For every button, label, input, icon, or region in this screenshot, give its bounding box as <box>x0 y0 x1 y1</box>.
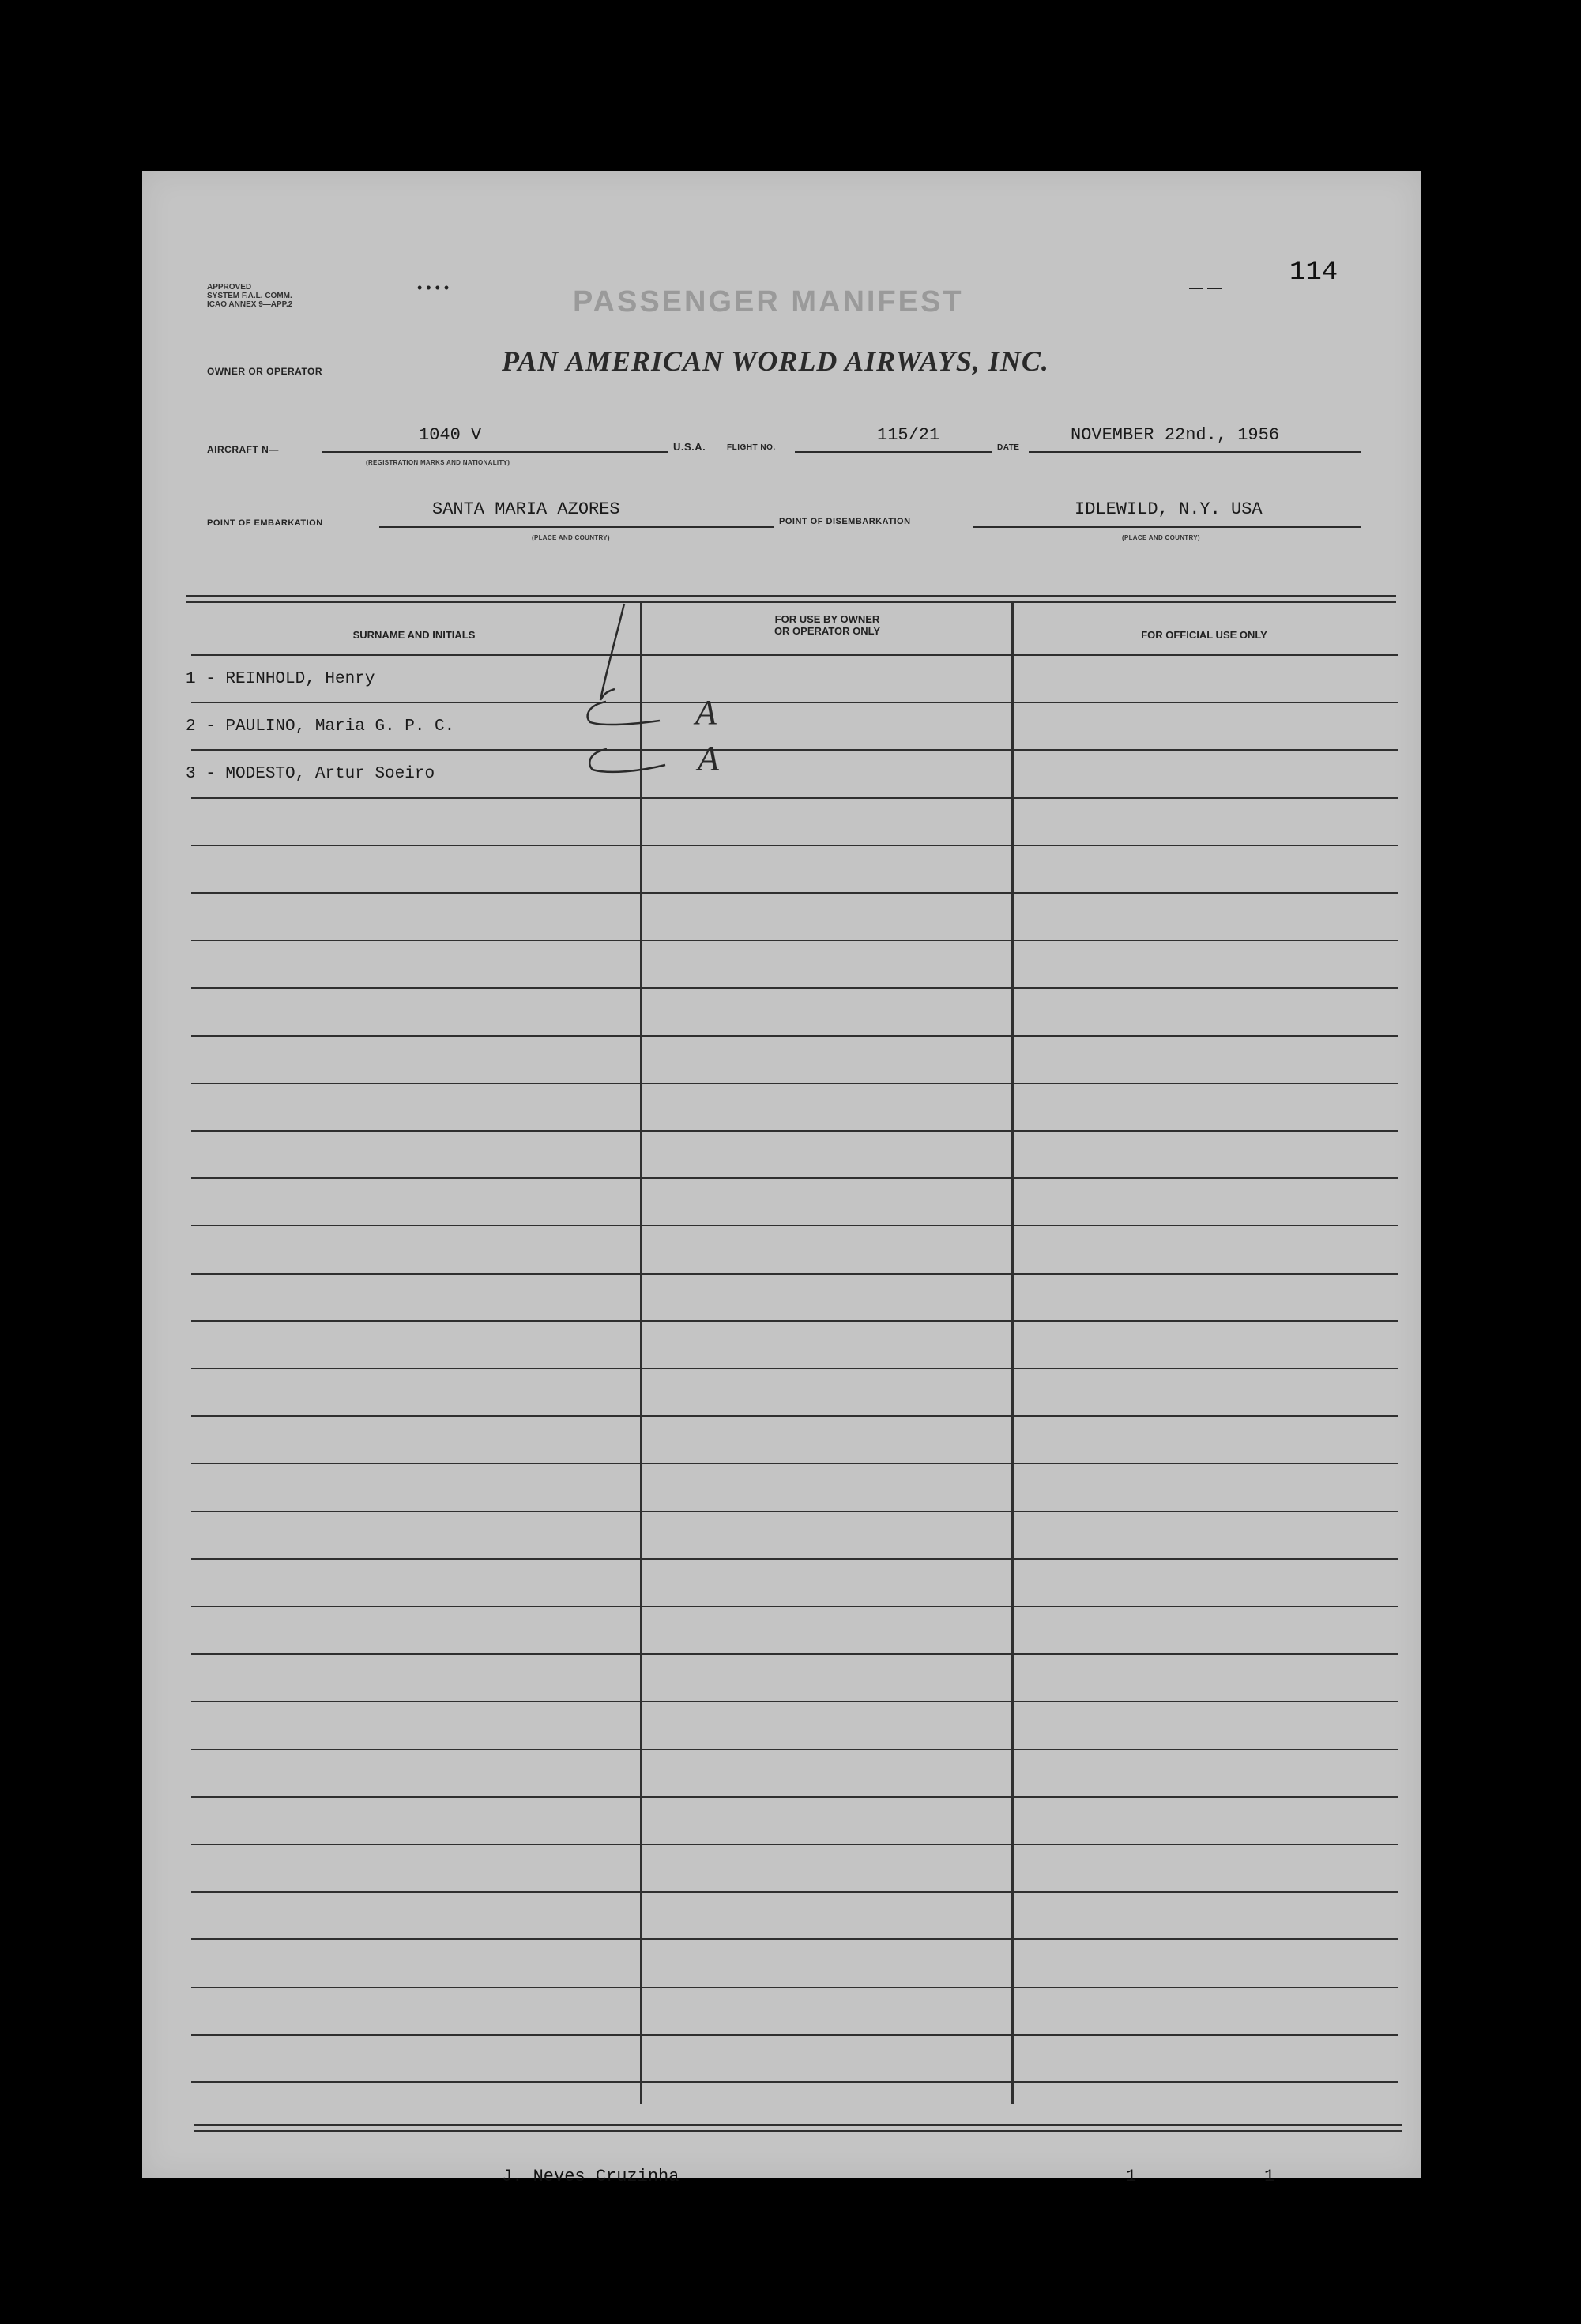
table-row-line <box>191 1225 1398 1226</box>
date-value: NOVEMBER 22nd., 1956 <box>1071 425 1280 445</box>
table-row-line <box>191 1177 1398 1179</box>
table-row-line <box>191 940 1398 941</box>
table-row-line <box>191 1891 1398 1893</box>
table-row-line <box>191 1653 1398 1655</box>
table-row-line <box>191 1035 1398 1037</box>
col-header-surname: SURNAME AND INITIALS <box>352 629 476 641</box>
table-row-line <box>191 1844 1398 1845</box>
table-row-line <box>191 1606 1398 1607</box>
handwritten-mark: A <box>698 739 719 778</box>
date-label: DATE <box>997 443 1020 452</box>
footer-name: J. Neves Cruzinha <box>502 2167 679 2187</box>
column-divider <box>1011 602 1014 2104</box>
approval-line: ICAO ANNEX 9—APP.2 <box>207 300 293 309</box>
table-row-line <box>191 1558 1398 1560</box>
table-row-line <box>191 702 1398 703</box>
table-row-line <box>191 654 1398 656</box>
stray-dots: — — <box>1189 280 1222 296</box>
stray-dots: • • • • <box>417 280 450 296</box>
table-row-line <box>191 845 1398 846</box>
col-header-line: FOR USE BY OWNER <box>774 613 880 625</box>
table-row-line <box>191 1320 1398 1322</box>
disembarkation-sublabel: (PLACE AND COUNTRY) <box>1122 534 1200 541</box>
table-row-line <box>191 1987 1398 1988</box>
table-row-line <box>191 1701 1398 1702</box>
manifest-sheet <box>142 171 1421 2187</box>
column-divider <box>640 602 642 2104</box>
passenger-entry: 2 - PAULINO, Maria G. P. C. <box>186 718 455 736</box>
table-row-line <box>191 1415 1398 1417</box>
passenger-entry: 3 - MODESTO, Artur Soeiro <box>186 765 435 783</box>
embarkation-sublabel: (PLACE AND COUNTRY) <box>532 534 610 541</box>
embarkation-label: POINT OF EMBARKATION <box>207 518 323 528</box>
aircraft-value: 1040 V <box>419 425 482 445</box>
table-row-line <box>191 797 1398 799</box>
disembarkation-label: POINT OF DISEMBARKATION <box>779 517 911 526</box>
aircraft-sublabel: (REGISTRATION MARKS AND NATIONALITY) <box>366 459 510 466</box>
col-header-official-use: FOR OFFICIAL USE ONLY <box>1141 629 1267 641</box>
handwritten-mark: A <box>695 693 717 732</box>
table-row-line <box>191 1511 1398 1512</box>
embarkation-value: SANTA MARIA AZORES <box>432 499 620 519</box>
table-row-line <box>191 2081 1398 2083</box>
flight-label: FLIGHT NO. <box>727 443 776 452</box>
footer-count: 1 <box>1264 2167 1275 2187</box>
table-row-line <box>191 1368 1398 1369</box>
flight-value: 115/21 <box>877 425 940 445</box>
page-number: 114 <box>1289 258 1338 288</box>
aircraft-label: AIRCRAFT N— <box>207 444 279 455</box>
check-mark-icon <box>573 692 668 732</box>
disembarkation-value: IDLEWILD, N.Y. USA <box>1075 499 1263 519</box>
operator-name: PAN AMERICAN WORLD AIRWAYS, INC. <box>502 345 1049 377</box>
approval-line: APPROVED <box>207 283 252 292</box>
table-row-line <box>191 1273 1398 1275</box>
passenger-entry: 1 - REINHOLD, Henry <box>186 670 375 688</box>
table-row-line <box>191 987 1398 989</box>
table-row-line <box>191 2034 1398 2036</box>
table-row-line <box>191 1749 1398 1750</box>
footer-count: 1 <box>1126 2167 1137 2187</box>
nationality: U.S.A. <box>673 441 706 453</box>
check-mark-icon <box>577 741 672 781</box>
approval-block <box>207 283 292 309</box>
table-row-line <box>191 1938 1398 1940</box>
owner-label: OWNER OR OPERATOR <box>207 366 323 377</box>
table-row-line <box>191 892 1398 894</box>
table-row-line <box>191 1083 1398 1084</box>
form-title: PASSENGER MANIFEST <box>573 285 964 318</box>
table-row-line <box>191 749 1398 751</box>
col-header-line: OR OPERATOR ONLY <box>774 625 881 637</box>
approval-line: SYSTEM F.A.L. COMM. <box>207 292 292 300</box>
table-row-line <box>191 1463 1398 1464</box>
table-row-line <box>191 1130 1398 1132</box>
table-row-line <box>191 1796 1398 1798</box>
col-header-owner-use <box>643 613 1011 637</box>
